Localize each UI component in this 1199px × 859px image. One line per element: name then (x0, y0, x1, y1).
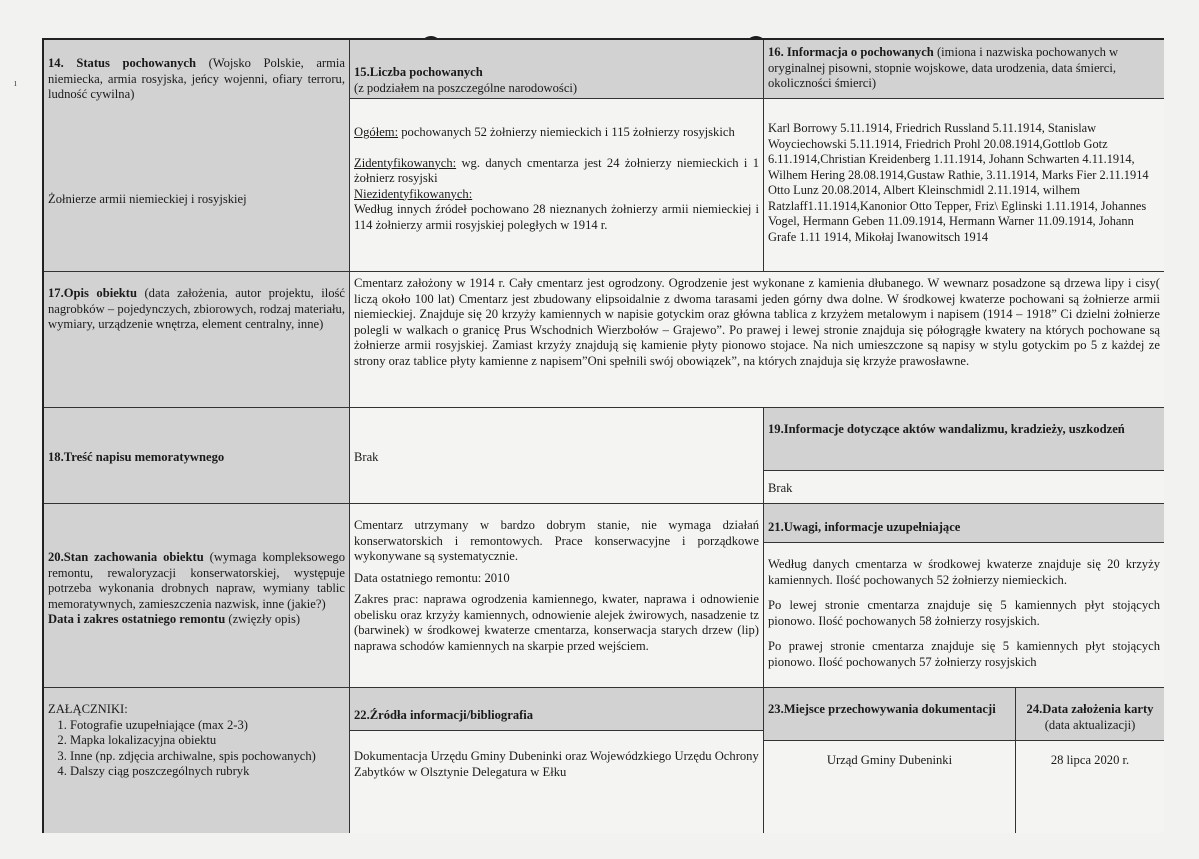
att-item: 1. Fotografie uzupełniające (max 2-3) (70, 718, 345, 734)
att-list (48, 718, 345, 780)
s15-total-label: Ogółem: (354, 125, 399, 139)
s22-label: 22.Źródła informacji/bibliografia (354, 708, 534, 722)
cell-24 (1016, 688, 1164, 833)
cell-18-value (350, 408, 764, 504)
s19-label: 19.Informacje dotyczące aktów wandalizmu, kradzieży, uszkodzeń (768, 422, 1125, 436)
s24-label-bold: 24.Data założenia karty (1026, 702, 1154, 716)
s16-label-bold: 16. Informacja o pochowanych (768, 45, 934, 59)
cell-20-value (350, 504, 764, 688)
cell-17-value (350, 272, 1164, 408)
s15-unident-label: Niezidentyfikowanych: (354, 186, 473, 201)
s24-value: 28 lipca 2020 r. (1016, 740, 1164, 833)
s20-label-bold: 20.Stan zachowania obiektu (48, 550, 204, 564)
cell-18-label (44, 408, 350, 504)
cell-attachments (44, 688, 350, 833)
s17-label-rest: (data założenia, autor projektu, ilość nagrobków – pojedynczych, zbiorowych, rodzaj materiału, wymiary, urządzenie wnętrza, element centralny, inne) (48, 286, 345, 331)
s21-p1: Według danych cmentarza w środkowej kwaterze znajduje się 20 krzyży kamiennych. Ilość pochowanych 52 żołnierzy niemieckich. (768, 557, 1160, 587)
s15-unident-text: Według innych źródeł pochowano 28 nieznanych żołnierzy armii niemieckiej i 114 żołnierzy armii rosyjskiej poległych w 1914 r. (354, 202, 759, 232)
att-item: 4. Dalszy ciąg poszczególnych rubryk (70, 764, 345, 780)
s21-p2: Po lewej stronie cmentarza znajduje się 5 kamiennych płyt stojących pionowo. Ilość pochowanych 58 żołnierzy rosyjskich. (768, 598, 1160, 628)
s23-value: Urząd Gminy Dubeninki (764, 740, 1015, 833)
s20-p3: Zakres prac: naprawa ogrodzenia kamiennego, kwater, naprawa i odnowienie obelisku oraz krzyży kamiennych, odnowienie alejek żwirowych, nasadzenie tz (barwinek) w środkowej kwaterze cmentarza, konserwacja starych drzew (lip) naprawa schodów kamiennych na skarpie przed wejściem. (354, 592, 759, 653)
s15-label-bold: 15.Liczba pochowanych (354, 65, 483, 79)
s20-label-rest2: (zwięzły opis) (225, 612, 301, 626)
s14-label-rest: (Wojsko Polskie, armia niemiecka, armia rosyjska, jeńcy wojenni, ofiary terroru, ludność cywilna) (48, 56, 345, 101)
s14-value: Żołnierze armii niemieckiej i rosyjskiej (48, 192, 247, 206)
s20-p2: Data ostatniego remontu: 2010 (354, 570, 510, 585)
cell-23 (764, 688, 1016, 833)
s17-label-bold: 17.Opis obiektu (48, 286, 138, 300)
s14-label-bold: 14. Status pochowanych (48, 56, 196, 70)
s21-value-area (764, 542, 1164, 688)
att-item: 3. Inne (np. zdjęcia archiwalne, spis pochowanych) (70, 749, 345, 765)
s15-value-area (350, 98, 763, 272)
att-label: ZAŁĄCZNIKI: (48, 702, 128, 716)
cell-19 (764, 408, 1164, 504)
s24-label-rest: (data aktualizacji) (1044, 717, 1136, 732)
s18-value: Brak (354, 450, 379, 464)
s15-ident-text: wg. danych cmentarza jest 24 żołnierzy niemieckich i 1 żołnierz rosyjski (354, 155, 759, 185)
form-table (42, 38, 1164, 833)
s15-total-text: pochowanych 52 żołnierzy niemieckich i 115 żołnierzy rosyjskich (398, 125, 735, 139)
s20-label-rest: (wymaga kompleksowego remontu, rewaloryzacji konserwatorskiej, występuje potrzeba wykonania drobnych napraw, wymiany tablic memoratywnych, zamieszczenia nazwisk, inne (jakie?) (48, 550, 345, 611)
s21-label: 21.Uwagi, informacje uzupełniające (768, 520, 961, 534)
s16-value: Karl Borrowy 5.11.1914, Friedrich Russland 5.11.1914, Stanislaw Woyciechowski 5.11.1914, Friedrich Prohl 20.08.1914,Gottlob Gotz 6.11.1914,Christian Kreidenberg 1.11.1914, Johann Schwarten 4.11.1914, Wilhem Hering 28.08.1914,Gustaw Rathie, 3.11.1914, Marks Fier 2.11.1914 Otto Lunz 20.08.2014, Albert Kleinschmidl 2.11.1914, wilhem Ratzlaff1.11.1914,Kanonior Otto Tepper, Friz\ Eglinski 1.11.1914, Johannes Vogel, Hermann Geben 11.09.1914, Hermann Warner 11.09.1914, Johann Grafe 1.11 1914, Mikołaj Iwanowitsch 1914 (764, 98, 1164, 272)
margin-mark: ı (14, 78, 17, 89)
s21-p3: Po prawej stronie cmentarza znajduje się 5 kamiennych płyt stojących pionowo. Ilość pochowanych 57 żołnierzy rosyjskich (768, 639, 1160, 669)
cell-22 (350, 688, 764, 833)
s23-label: 23.Miejsce przechowywania dokumentacji (768, 702, 996, 716)
s16-label-rest: (imiona i nazwiska pochowanych w oryginalnej pisowni, stopnie wojskowe, data urodzenia, data śmierci, okoliczności śmierci) (768, 45, 1119, 90)
cell-17-label (44, 272, 350, 408)
cell-20-label (44, 504, 350, 688)
s22-value: Dokumentacja Urzędu Gminy Dubeninki oraz Wojewódzkiego Urzędu Ochrony Zabytków w Olsztynie Delegatura w Ełku (350, 730, 763, 833)
cell-21 (764, 504, 1164, 688)
s15-ident-label: Zidentyfikowanych: (354, 155, 457, 170)
s15-label-rest: (z podziałem na poszczególne narodowości) (354, 80, 578, 95)
s19-value: Brak (764, 470, 1164, 504)
cell-15 (350, 40, 764, 272)
s20-p1: Cmentarz utrzymany w bardzo dobrym stanie, nie wymaga działań konserwatorskich i remontowych. Prace konserwacyjne i porządkowe wykonywane są systematycznie. (354, 518, 759, 563)
s18-label: 18.Treść napisu memoratywnego (48, 450, 225, 464)
cell-14-label (44, 40, 350, 272)
cell-16 (764, 40, 1164, 272)
att-item: 2. Mapka lokalizacyjna obiektu (70, 733, 345, 749)
s17-value: Cmentarz założony w 1914 r. Cały cmentarz jest ogrodzony. Ogrodzenie jest wykonane z kamienia dłubanego. W wewnarz posadzone są drzewa lipy i cisy( liczą około 100 lat) Cmentarz jest zbudowany elipsoidalnie z dwoma tarasami jeden górny dwa dolne. W środkowej kwaterze pochowani są żołnierze armii niemieckiej. Znajduje się 20 krzyży kamiennych w napisie gotyckim oraz główna tablica z krzyżem metalowym i napisem (1914 – 1918” Ci dzielni żołnierze polegli w walkach o granicę Prus Wschodnich Wierzbołów – Grajewo”. Po prawej i lewej stronie znajduja się półogrągłe kwatery na których pochowane są żołnierze armii rosyjskiej. Zamiast krzyży znajdują się kamienie płyty pionowo stojace. Na nich umieszczone są napisy w stylu gotyckim po 5 z każdej ze strony oraz tablice płyty kamienne z napisem”Oni spełnili swój obowiązek”, na których znajduja się krzyże prawosławne. (354, 276, 1160, 368)
s20-label-bold2: Data i zakres ostatniego remontu (48, 612, 226, 626)
